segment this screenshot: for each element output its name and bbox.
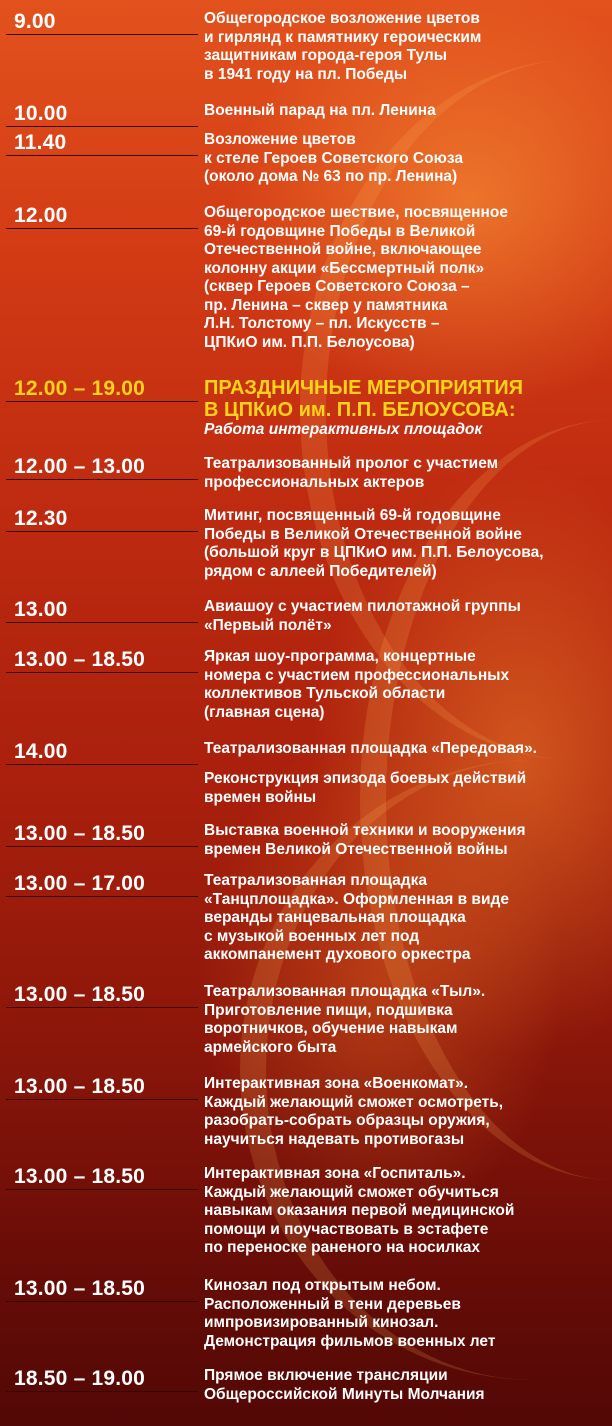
event-time: 12.00 – 19.00: [14, 377, 146, 400]
description-line: Прямое включение трансляции: [204, 1367, 448, 1384]
event-time: 13.00 – 17.00: [14, 872, 146, 895]
event-time: 12.00: [14, 204, 68, 227]
description-line: Приготовление пищи, подшивка: [204, 1001, 453, 1019]
event-description: [204, 740, 608, 759]
time-underline: [6, 155, 198, 156]
event-description: [204, 770, 608, 807]
description-line: номера с участием профессиональных: [204, 666, 510, 684]
description-line: Театрализованная площадка «Передовая».: [204, 740, 537, 757]
event-description: [204, 377, 608, 440]
description-line: помощи и поучаствовать в эстафете: [204, 1220, 489, 1238]
event-description: [204, 1165, 608, 1258]
description-line: ЦПКиО им. П.П. Белоусова): [204, 333, 415, 351]
event-time: 14.00: [14, 740, 68, 763]
time-underline: [6, 401, 198, 402]
event-time: 13.00 – 18.50: [14, 1165, 146, 1188]
description-line: Возложение цветов: [204, 131, 356, 148]
event-time: 13.00 – 18.50: [14, 983, 146, 1006]
time-underline: [6, 1391, 198, 1392]
event-description: [204, 1075, 608, 1149]
time-underline: [6, 896, 198, 897]
description-line: Каждый желающий сможет осмотреть,: [204, 1093, 504, 1111]
event-time: 18.50 – 19.00: [14, 1367, 146, 1390]
description-line: Общегородское возложение цветов: [204, 10, 480, 27]
event-time: 11.40: [14, 131, 67, 154]
description-line: (около дома № 63 по пр. Ленина): [204, 168, 458, 185]
description-line: Расположенный в тени деревьев: [204, 1295, 461, 1313]
description-line: Театрализованный пролог с участием: [204, 455, 499, 472]
description-line: рядом с аллеей Победителей): [204, 562, 437, 580]
event-description: [204, 872, 608, 965]
description-line: колонну акции «Бессмертный полк»: [204, 259, 485, 277]
description-line: Театрализованная площадка: [204, 872, 427, 889]
description-line: профессиональных актеров: [204, 473, 425, 491]
description-line: пр. Ленина – сквер у памятника: [204, 296, 448, 314]
description-line: веранды танцевальная площадка: [204, 909, 466, 926]
description-line: коллективов Тульской области: [204, 685, 446, 702]
event-description: [204, 983, 608, 1057]
event-time: 13.00 – 18.50: [14, 648, 146, 671]
description-line: Общероссийской Минуты Молчания: [204, 1385, 485, 1403]
description-line: Интерактивная зона «Военкомат».: [204, 1075, 469, 1092]
description-line: защитникам города-героя Тулы: [204, 47, 447, 64]
time-underline: [6, 764, 198, 765]
description-line: научиться надевать противогазы: [204, 1130, 465, 1148]
event-description: [204, 1277, 608, 1351]
description-line: (сквер Героев Советского Союза –: [204, 278, 470, 295]
event-time: 13.00 – 18.50: [14, 822, 146, 845]
time-underline: [6, 479, 198, 480]
description-line: по переноске раненого на носилках: [204, 1239, 480, 1256]
highlight-subheading: Работа интерактивных площадок: [204, 421, 483, 438]
description-line: аккомпанемент духового оркестра: [204, 946, 471, 963]
description-line: Яркая шоу-программа, концертные: [204, 648, 476, 665]
description-line: Авиашоу с участием пилотажной группы: [204, 598, 521, 615]
time-underline: [6, 34, 198, 35]
description-line: (главная сцена): [204, 703, 325, 721]
event-description: [204, 822, 608, 859]
description-line: армейского быта: [204, 1038, 337, 1056]
description-line: «Танцплощадка». Оформленная в виде: [204, 890, 509, 908]
event-time: 12.30: [14, 507, 68, 530]
description-line: Театрализованная площадка «Тыл».: [204, 983, 486, 1000]
description-line: разобрать-собрать образцы оружия,: [204, 1112, 490, 1129]
event-description: [204, 10, 608, 84]
time-underline: [6, 1099, 198, 1100]
description-line: Интерактивная зона «Госпиталь».: [204, 1165, 466, 1182]
description-line: (большой круг в ЦПКиО им. П.П. Белоусова,: [204, 544, 544, 561]
event-time: 13.00: [14, 598, 68, 621]
event-description: [204, 648, 608, 722]
time-underline: [6, 622, 198, 623]
description-line: с музыкой военных лет под: [204, 927, 420, 945]
description-line: и гирлянд к памятнику героическим: [204, 28, 482, 46]
description-line: 69-й годовщине Победы в Великой: [204, 222, 476, 240]
event-description: [204, 131, 608, 187]
event-description: [204, 204, 608, 352]
time-underline: [6, 846, 198, 847]
description-line: Митинг, посвященный 69-й годовщине: [204, 507, 501, 524]
event-time: 13.00 – 18.50: [14, 1277, 146, 1300]
description-line: Каждый желающий сможет обучиться: [204, 1183, 499, 1201]
description-line: Победы в Великой Отечественной войне: [204, 525, 522, 543]
time-underline: [6, 1007, 198, 1008]
description-line: к стеле Героев Советского Союза: [204, 149, 463, 167]
description-line: времен войны: [204, 788, 317, 806]
time-underline: [6, 1301, 198, 1302]
description-line: Военный парад на пл. Ленина: [204, 102, 436, 119]
event-description: [204, 507, 608, 581]
description-line: Выставка военной техники и вооружения: [204, 822, 526, 839]
description-line: импровизированный кинозал.: [204, 1314, 439, 1331]
event-time: 10.00: [14, 102, 68, 125]
highlight-heading-line: ПРАЗДНИЧНЫЕ МЕРОПРИЯТИЯ: [204, 377, 524, 399]
description-line: «Первый полёт»: [204, 616, 332, 634]
description-line: навыкам оказания первой медицинской: [204, 1202, 515, 1219]
time-underline: [6, 672, 198, 673]
time-underline: [6, 228, 198, 229]
event-description: [204, 1367, 608, 1404]
description-line: времен Великой Отечественной войны: [204, 840, 508, 858]
event-description: [204, 455, 608, 492]
description-line: Демонстрация фильмов военных лет: [204, 1332, 496, 1350]
description-line: в 1941 году на пл. Победы: [204, 65, 408, 83]
description-line: воротничков, обучение навыкам: [204, 1020, 458, 1037]
event-description: [204, 102, 608, 121]
time-underline: [6, 126, 198, 127]
event-description: [204, 598, 608, 635]
event-time: 9.00: [14, 10, 56, 33]
highlight-heading-line: В ЦПКиО им. П.П. БЕЛОУСОВА:: [204, 399, 516, 421]
event-time: 12.00 – 13.00: [14, 455, 146, 478]
event-time: 13.00 – 18.50: [14, 1075, 146, 1098]
description-line: Общегородское шествие, посвященное: [204, 204, 508, 221]
time-underline: [6, 531, 198, 532]
description-line: Реконструкция эпизода боевых действий: [204, 770, 527, 787]
description-line: Отечественной войне, включающее: [204, 241, 482, 258]
description-line: Кинозал под открытым небом.: [204, 1277, 441, 1294]
time-underline: [6, 1189, 198, 1190]
description-line: Л.Н. Толстому – пл. Искусств –: [204, 315, 440, 332]
